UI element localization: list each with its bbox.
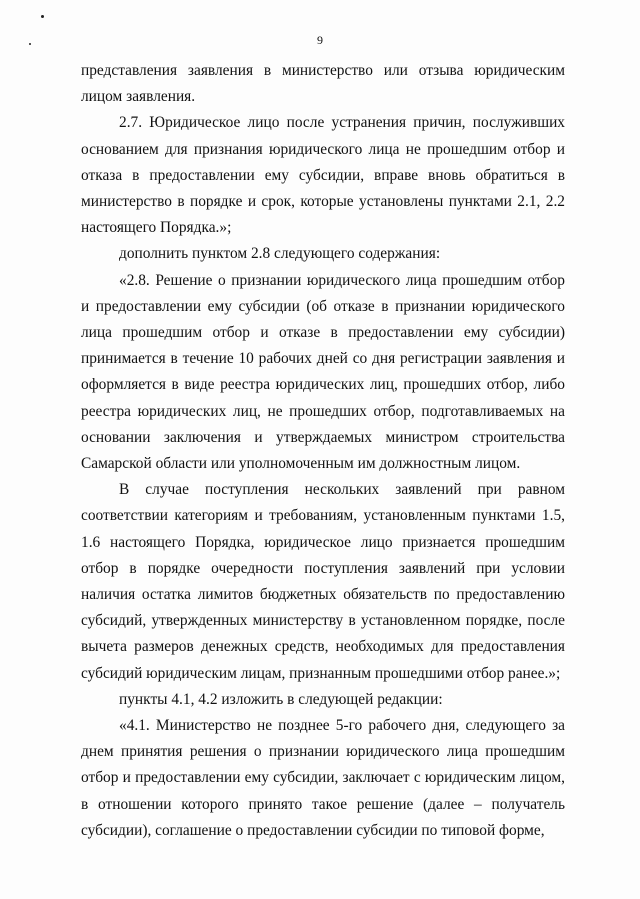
paragraph-add-2-8: дополнить пунктом 2.8 следующего содержания: — [119, 245, 441, 263]
paragraph-amend-4-1-4-2: пункты 4.1, 4.2 изложить в следующей редакции: — [119, 690, 443, 708]
paragraph-4-1: «4.1. Министерство не позднее 5-го рабочего дня, следующего за днем принятия решения о признании юридического лица прошедшим отбор и предоставлении ему субсидии, заключает с юридическим лицом, в отношении которого принято такое решение (далее – получатель субсидии), соглашение о предоставлении субсидии по типовой форме, — [81, 717, 565, 839]
paragraph-2-8-second: В случае поступления нескольких заявлений при равном соответствии категориям и требованиям, установленным пунктами 1.5, 1.6 настоящего Порядка, юридическое лицо признается прошедшим отбор в порядке очередности поступления заявлений при условии наличия остатка лимитов бюджетных обязательств по предоставлению субсидий, утвержденных министерству в установленном порядке, после вычета размеров денежных средств, необходимых для предоставления субсидий юридическим лицам, признанным прошедшими отбор ранее.»; — [81, 481, 565, 682]
scan-speck — [41, 15, 44, 18]
paragraph-2-8: «2.8. Решение о признании юридического лица прошедшим отбор и предоставлении ему субсидии (об отказе в признании юридического лица прошедшим отбор и отказе в предоставлении ему субсидии) принимается в течение 10 рабочих дней со дня регистрации заявления и оформляется в виде реестра юридических лиц, прошедших отбор, либо реестра юридических лиц, не прошедших отбор, подготавливаемых на основании заключения и утверждаемых министром строительства Самарской области или уполномоченным им должностным лицом. — [81, 271, 565, 473]
page-number: 9 — [317, 33, 323, 47]
paragraph-2-7: 2.7. Юридическое лицо после устранения причин, послуживших основанием для признания юридического лица не прошедшим отбор и отказа в предоставлении ему субсидии, вправе вновь обратиться в министерство в порядке и срок, которые установлены пунктами 2.1, 2.2 настоящего Порядка.»; — [81, 114, 565, 237]
paragraph-continuation: представления заявления в министерство или отзыва юридическим лицом заявления. — [81, 62, 565, 106]
document-body — [81, 58, 565, 844]
